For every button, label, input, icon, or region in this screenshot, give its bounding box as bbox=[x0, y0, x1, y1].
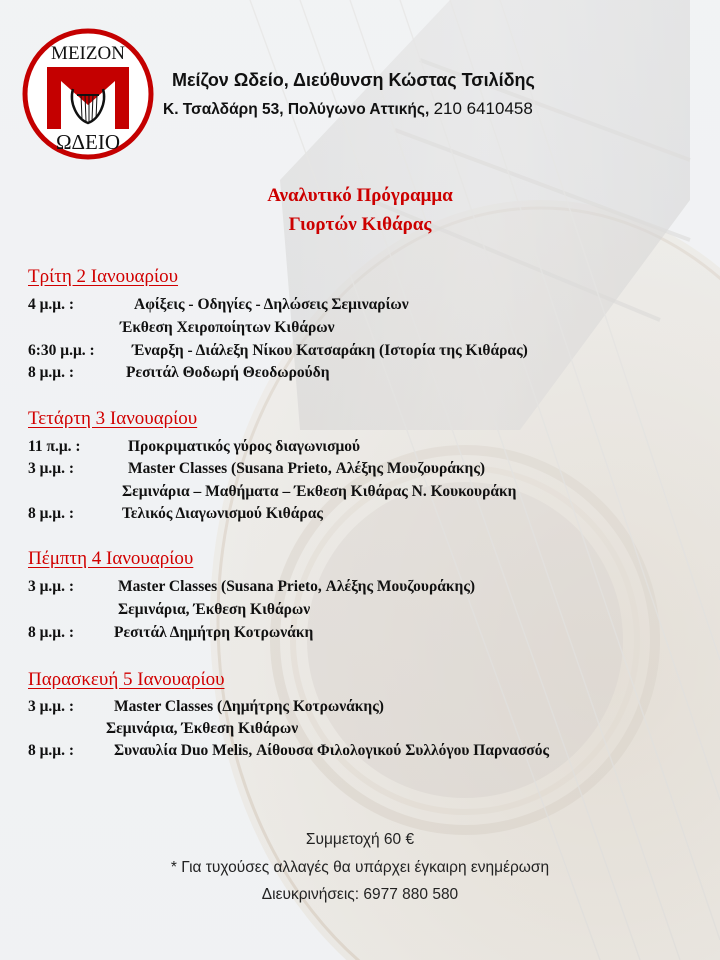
program-title-line1: Αναλυτικό Πρόγραμμα bbox=[267, 185, 453, 206]
day-heading: Τρίτη 2 Ιανουαρίου bbox=[28, 266, 179, 287]
schedule-row bbox=[28, 742, 550, 760]
schedule-time: 11 π.μ. : bbox=[28, 438, 81, 455]
logo-bottom-text: ΩΔΕΙΟ bbox=[55, 130, 121, 154]
day-heading: Πέμπτη 4 Ιανουαρίου bbox=[28, 548, 194, 569]
schedule-row bbox=[28, 578, 476, 596]
schedule-desc: Σεμινάρια, Έκθεση Κιθάρων bbox=[106, 720, 299, 737]
schedule-desc: Έκθεση Χειροποίητων Κιθάρων bbox=[120, 319, 335, 336]
schedule-desc: Master Classes (Δημήτρης Κοτρωνάκης) bbox=[114, 698, 384, 715]
changes-note: * Για τυχούσες αλλαγές θα υπάρχει έγκαιρη ενημέρωση bbox=[170, 859, 550, 876]
participation-fee: Συμμετοχή 60 € bbox=[305, 831, 415, 848]
schedule-row bbox=[28, 438, 361, 456]
program-title-line2: Γιορτών Κιθάρας bbox=[288, 214, 432, 235]
day-heading: Τετάρτη 3 Ιανουαρίου bbox=[28, 408, 198, 429]
header-title: Μείζον Ωδείο, Διεύθυνση Κώστας Τσιλίδης bbox=[172, 70, 535, 90]
schedule-desc: Τελικός Διαγωνισμού Κιθάρας bbox=[122, 505, 323, 522]
schedule-desc: Σεμινάρια, Έκθεση Κιθάρων bbox=[118, 601, 311, 618]
schedule-row bbox=[28, 342, 528, 360]
schedule-desc: Συναυλία Duo Melis, Αίθουσα Φιλολογικού Συλλόγου Παρνασσός bbox=[114, 742, 550, 759]
header-phone: 210 6410458 bbox=[433, 99, 533, 118]
schedule-time: 8 μ.μ. : bbox=[28, 364, 74, 381]
schedule-row bbox=[28, 364, 330, 382]
schedule-time: 8 μ.μ. : bbox=[28, 742, 74, 759]
schedule-desc: Master Classes (Susana Prieto, Αλέξης Μουζουράκης) bbox=[128, 460, 486, 477]
schedule-time: 3 μ.μ. : bbox=[28, 698, 74, 715]
schedule-time: 8 μ.μ. : bbox=[28, 624, 74, 641]
header-address: Κ. Τσαλδάρη 53, Πολύγωνο Αττικής, bbox=[163, 101, 430, 118]
schedule-time: 3 μ.μ. : bbox=[28, 460, 74, 477]
schedule-desc: Ρεσιτάλ Θοδωρή Θεοδωρούδη bbox=[126, 364, 330, 381]
schedule-desc: Αφίξεις - Οδηγίες - Δηλώσεις Σεμιναρίων bbox=[134, 296, 409, 313]
schedule-time: 6:30 μ.μ. : bbox=[28, 342, 95, 359]
schedule-row bbox=[28, 460, 486, 478]
schedule-row bbox=[28, 505, 323, 523]
schedule-desc: Έναρξη - Διάλεξη Νίκου Κατσαράκη (Ιστορία της Κιθάρας) bbox=[132, 342, 528, 359]
schedule-desc: Master Classes (Susana Prieto, Αλέξης Μουζουράκης) bbox=[118, 578, 476, 595]
schedule-time: 3 μ.μ. : bbox=[28, 578, 74, 595]
schedule-row bbox=[28, 296, 409, 314]
schedule-desc: Προκριματικός γύρος διαγωνισμού bbox=[128, 438, 361, 455]
schedule-desc: Ρεσιτάλ Δημήτρη Κοτρωνάκη bbox=[114, 624, 314, 641]
schedule-time: 8 μ.μ. : bbox=[28, 505, 74, 522]
schedule-time: 4 μ.μ. : bbox=[28, 296, 74, 313]
conservatory-logo bbox=[21, 27, 155, 161]
logo-top-text: ΜΕΙΖΟΝ bbox=[51, 43, 125, 64]
contact-info: Διευκρινήσεις: 6977 880 580 bbox=[261, 886, 459, 903]
schedule-desc: Σεμινάρια – Μαθήματα – Έκθεση Κιθάρας Ν. Κουκουράκη bbox=[122, 483, 517, 500]
header-address-line bbox=[163, 99, 533, 119]
schedule-row bbox=[28, 698, 384, 716]
day-heading: Παρασκευή 5 Ιανουαρίου bbox=[28, 669, 225, 690]
schedule-row bbox=[28, 624, 314, 642]
